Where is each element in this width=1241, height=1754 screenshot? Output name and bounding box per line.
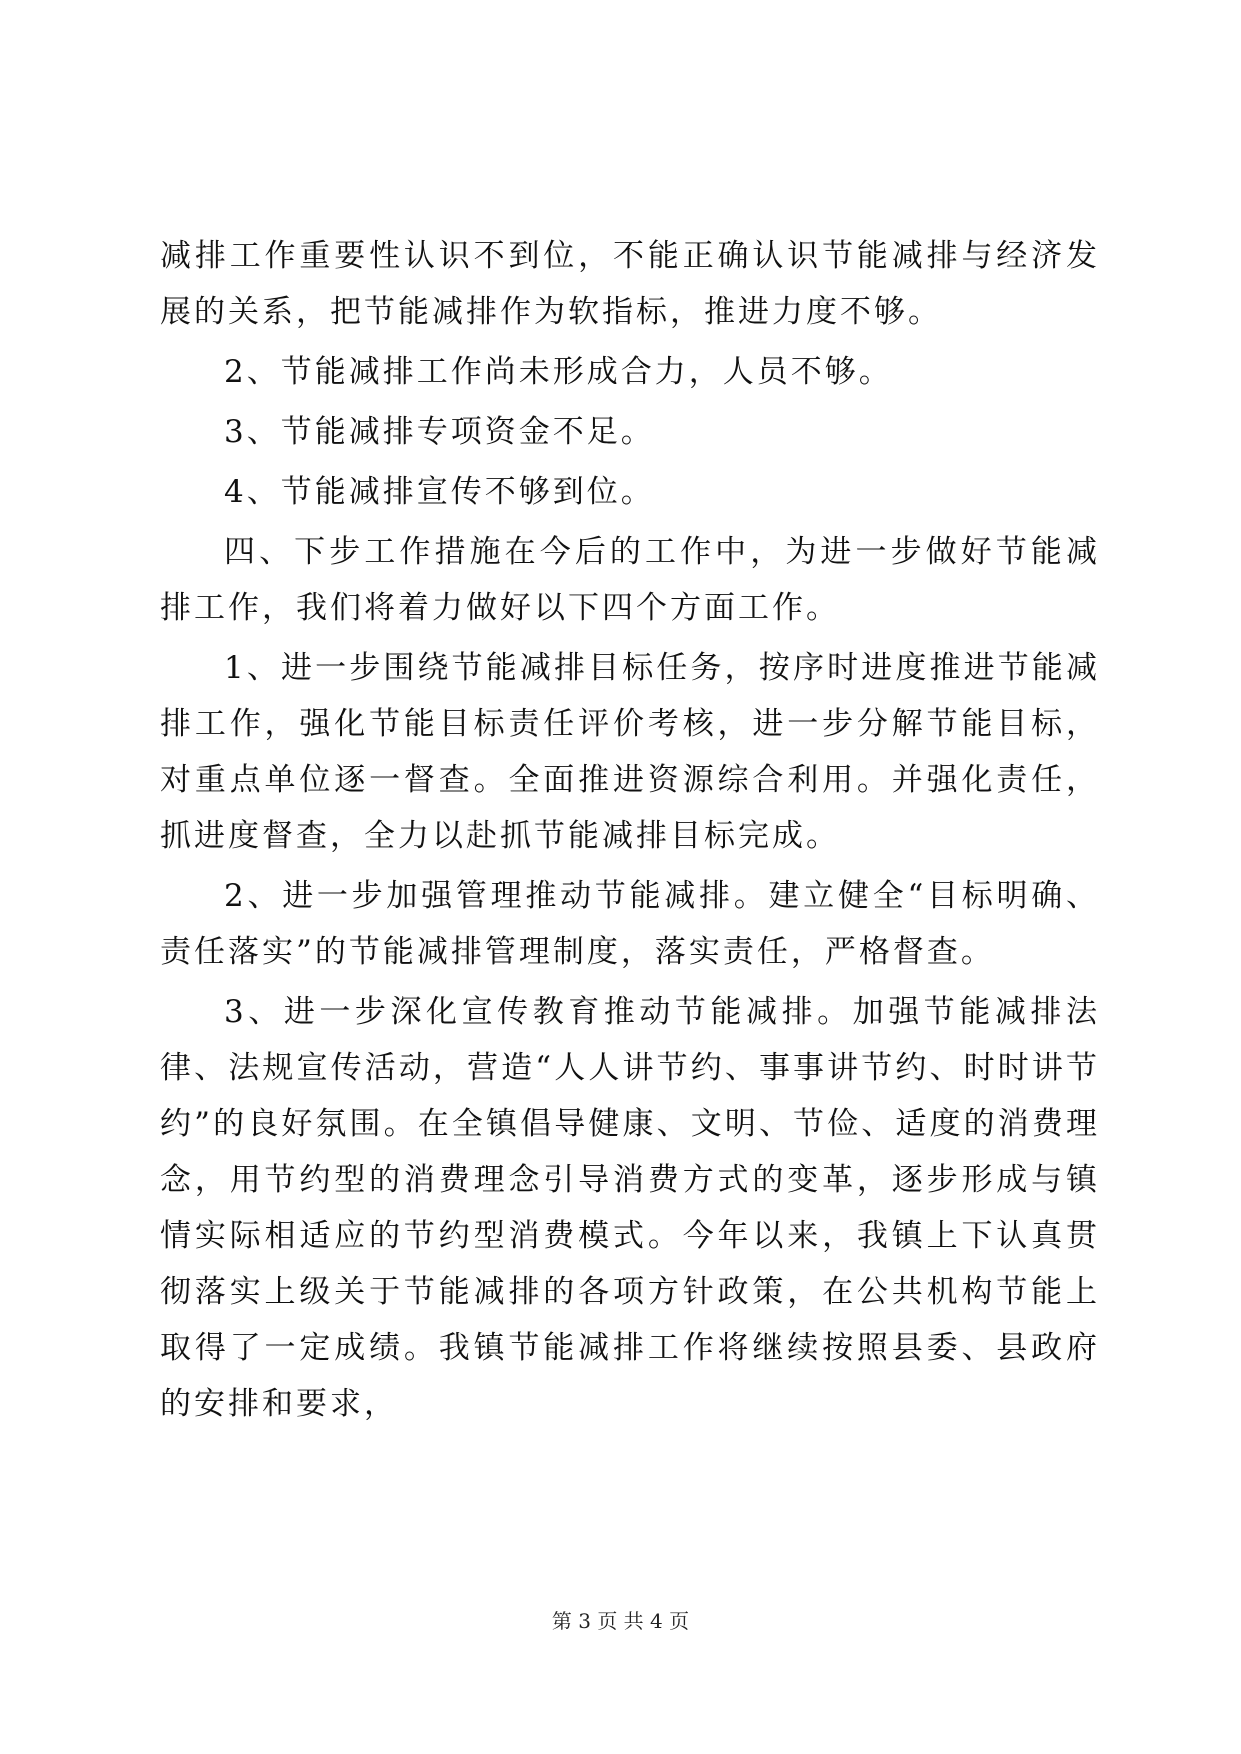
paragraph-measure-1: 1、进一步围绕节能减排目标任务，按序时进度推进节能减排工作，强化节能目标责任评价考核，进一步分解节能目标，对重点单位逐一督查。全面推进资源综合利用。并强化责任，抓进度督查，全力以赴抓节能减排目标完成。 xyxy=(160,650,1100,854)
paragraph-issue-4: 4、节能减排宣传不够到位。 xyxy=(224,474,655,510)
page-number-footer: 第 3 页 共 4 页 xyxy=(551,1609,690,1633)
paragraph-section-four: 四、下步工作措施在今后的工作中，为进一步做好节能减排工作，我们将着力做好以下四个方面工作。 xyxy=(160,534,1100,626)
paragraph-measure-2: 2、进一步加强管理推动节能减排。建立健全“目标明确、责任落实”的节能减排管理制度，落实责任，严格督查。 xyxy=(160,878,1100,970)
paragraph-issue-2: 2、节能减排工作尚未形成合力，人员不够。 xyxy=(224,354,893,390)
paragraph-issue-3: 3、节能减排专项资金不足。 xyxy=(224,414,655,450)
paragraph-measure-3: 3、进一步深化宣传教育推动节能减排。加强节能减排法律、法规宣传活动，营造“人人讲节约、事事讲节约、时时讲节约”的良好氛围。在全镇倡导健康、文明、节俭、适度的消费理念，用节约型的消费理念引导消费方式的变革，逐步形成与镇情实际相适应的节约型消费模式。今年以来，我镇上下认真贯彻落实上级关于节能减排的各项方针政策，在公共机构节能上取得了一定成绩。我镇节能减排工作将继续按照县委、县政府的安排和要求， xyxy=(160,994,1100,1422)
document-body xyxy=(160,228,1100,1436)
paragraph-continuation: 减排工作重要性认识不到位，不能正确认识节能减排与经济发展的关系，把节能减排作为软指标，推进力度不够。 xyxy=(160,238,1100,330)
